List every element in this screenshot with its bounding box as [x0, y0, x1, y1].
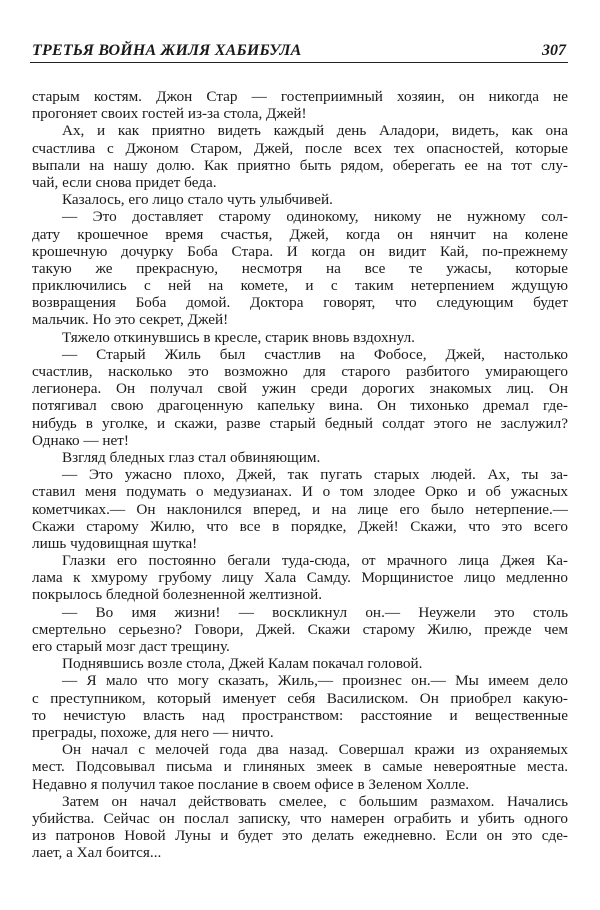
paragraph: [32, 191, 568, 208]
text-line: то нечистую власть над пространством: расстояние и вещественные: [32, 706, 568, 724]
text-line: выпали на нашу долю. Как приятно быть рядом, оберегать ее на тот слу-: [32, 156, 568, 174]
text-line: кометчиках.— Он наклонился вперед, и на лице его было нетерпение.—: [32, 500, 568, 518]
paragraph: [32, 793, 568, 862]
text-line: дату крошечное время счастья, Джей, когда он нянчит на колене: [32, 225, 568, 243]
text-line: преграды, похоже, для него — ничто.: [32, 723, 274, 741]
text-line: из патронов Новой Луны и будет это делать ежедневно. Если он это сде-: [32, 827, 568, 845]
text-line: мест. Подсовывал письма и глиняных змеек в самые невероятные места.: [32, 758, 568, 776]
page-number: 307: [542, 42, 566, 59]
text-line: прогоняет своих гостей из-за стола, Джей!: [32, 105, 307, 123]
text-line: крошечную дочурку Боба Стара. И когда он видит Кай, по-прежнему: [32, 242, 568, 260]
text-line: такую же прекрасную, несмотря на все те ужасы, которые: [32, 259, 568, 277]
text-line: приключились с ней на комете, и с таким нетерпением ждущую: [32, 277, 568, 295]
text-line: лишь чудовищная шутка!: [32, 534, 198, 552]
paragraph: [32, 88, 568, 122]
paragraph: [32, 552, 568, 604]
text-line: мальчик. Но это секрет, Джей!: [32, 311, 229, 329]
text-line: Затем он начал действовать смелее, с большим размахом. Начались: [62, 792, 568, 810]
text-line: возвращения Боба домой. Доктора говорят, что следующим будет: [32, 294, 568, 312]
text-line: Поднявшись возле стола, Джей Калам покачал головой.: [62, 655, 423, 673]
running-title: ТРЕТЬЯ ВОЙНА ЖИЛЯ ХАБИБУЛА: [32, 42, 302, 59]
paragraph: [32, 208, 568, 328]
paragraph: [32, 672, 568, 741]
text-line: счастлива с Джоном Старом, Джей, после всех тех опасностей, которые: [32, 139, 568, 157]
paragraph: [32, 466, 568, 552]
text-line: — Это ужасно плохо, Джей, так пугать старых людей. Ах, ты за-: [62, 466, 568, 484]
paragraph: [32, 346, 568, 449]
text-line: — Я мало что могу сказать, Жиль,— произнес он.— Мы имеем дело: [62, 672, 568, 690]
text-line: — Старый Жиль был счастлив на Фобосе, Джей, настолько: [62, 345, 568, 363]
text-line: покрылось бледной болезненной желтизной.: [32, 586, 323, 604]
text-line: его старый мозг даст трещину.: [32, 638, 230, 655]
text-line: Ах, и как приятно видеть каждый день Аладори, видеть, как она: [62, 122, 568, 140]
text-line: смертельно серьезно? Говори, Джей. Скажи старому Жилю, прежде чем: [32, 620, 568, 638]
text-line: с преступником, который именует себя Василиском. Он приобрел какую-: [32, 689, 568, 707]
text-line: Казалось, его лицо стало чуть улыбчивей.: [62, 191, 333, 209]
running-header: [30, 40, 568, 63]
paragraph: [32, 122, 568, 191]
text-line: счастлив, насколько это возможно для старого разбитого умирающего: [32, 363, 568, 380]
paragraph: [32, 604, 568, 656]
text-line: легионера. Он получал свой ужин среди дорогих знакомых лиц. Он: [32, 380, 568, 398]
text-line: Однако — нет!: [32, 431, 129, 449]
text-line: Глазки его постоянно бегали туда-сюда, от мрачного лица Джея Ка-: [62, 552, 568, 570]
text-line: лает, а Хал боится...: [32, 844, 162, 862]
text-line: Недавно я получил такое послание в своем офисе в Зеленом Холле.: [32, 775, 470, 793]
text-line: Взгляд бледных глаз стал обвиняющим.: [62, 448, 321, 466]
text-line: — Это доставляет старому одинокому, никому не нужному сол-: [62, 208, 568, 226]
text-line: Тяжело откинувшись в кресле, старик вновь вздохнул.: [62, 328, 415, 346]
text-line: потягивал свою драгоценную капельку вина. Он тихонько дремал где-: [32, 397, 568, 415]
text-line: Скажи старому Жилю, что все в порядке, Джей! Скажи, что это всего: [32, 517, 568, 535]
paragraph: [32, 655, 568, 672]
text-line: нибудь в уголке, и скажи, разве старый бедный солдат этого не заслужил?: [32, 414, 568, 432]
body-text: [32, 88, 568, 861]
paragraph: [32, 449, 568, 466]
paragraph: [32, 741, 568, 793]
text-line: лама к хмурому грубому лицу Хала Самду. Морщинистое лицо медленно: [32, 569, 568, 587]
text-line: чай, если снова придет беда.: [32, 173, 217, 191]
text-line: старым костям. Джон Стар — гостеприимный хозяин, он никогда не: [32, 88, 568, 105]
paragraph: [32, 329, 568, 346]
text-line: ставил меня подумать о медузианах. И о том злодее Орко и об ужасных: [32, 483, 568, 501]
text-line: Он начал с мелочей года два назад. Совершал кражи из охраняемых: [62, 741, 568, 759]
text-line: убийства. Сейчас он послал записку, что намерен ограбить и убить одного: [32, 809, 568, 827]
text-line: — Во имя жизни! — воскликнул он.— Неужели это столь: [62, 603, 568, 621]
